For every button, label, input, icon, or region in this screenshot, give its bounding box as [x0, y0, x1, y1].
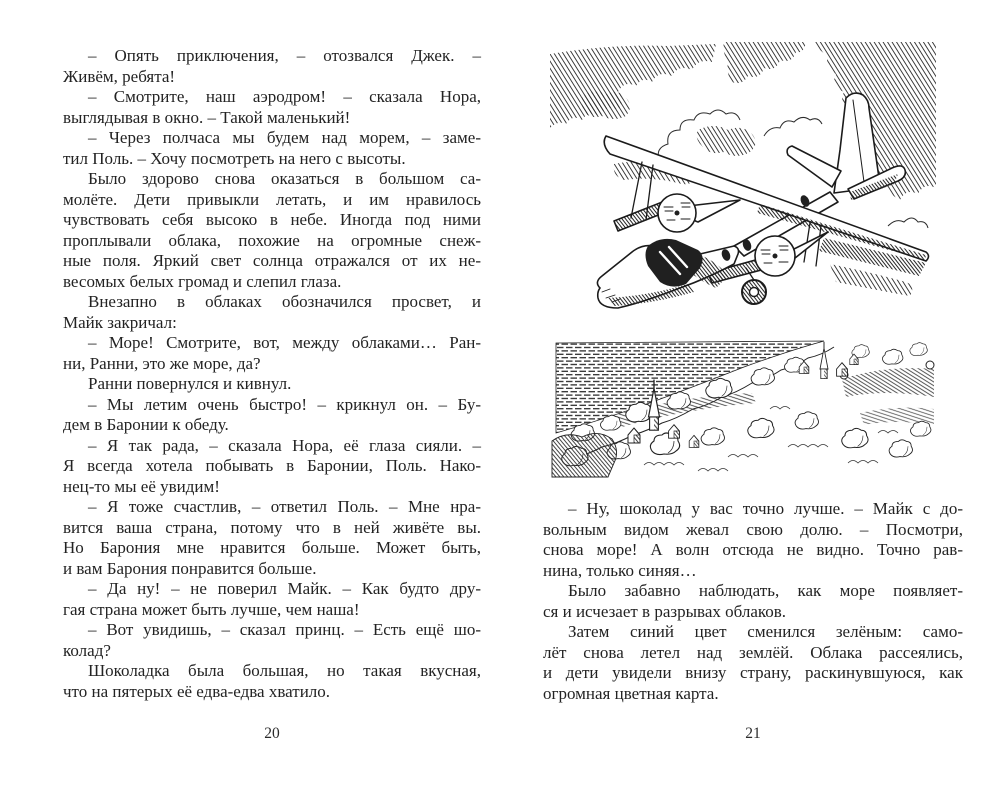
text-line: Я всегда хотела побывать в Баронии, Поль. Нако-	[63, 456, 481, 475]
text-line: Затем синий цвет сменился зелёным: само-	[568, 622, 963, 641]
text-line: лёт снова летел над землёй. Облака рассеялись,	[543, 642, 963, 662]
text-line: – Вот увидишь, – сказал принц. – Есть ещё шо-	[88, 620, 481, 639]
text-line: вольным видом жевал свою долю. – Посмотри,	[543, 519, 963, 539]
text-line: ни, Ранни, это же море, да?	[63, 353, 261, 373]
illustration-airplane	[548, 40, 938, 328]
text-line: нина, только синяя…	[543, 560, 697, 580]
text-line: огромная цветная карта.	[543, 683, 719, 703]
text-line: – Ну, шоколад у вас точно лучше. – Майк с до-	[568, 499, 963, 518]
text-line: Было здорово снова оказаться в большом са-	[88, 169, 481, 188]
text-line: Ранни повернулся и кивнул.	[88, 374, 292, 393]
text-line: – Море! Смотрите, вот, между облаками… Ран-	[88, 333, 481, 352]
text-line: ся и исчезает в разрывах облаков.	[543, 601, 787, 621]
text-line: и дети увидели внизу страну, раскинувшуюся, как	[543, 663, 963, 682]
landscape-drawing	[548, 339, 938, 480]
text-line: и вам Барония понравится больше.	[63, 558, 317, 578]
illustration-landscape	[548, 339, 938, 480]
text-line: Но Барония мне нравится больше. Может быть,	[63, 538, 481, 557]
text-line: гая страна может быть лучше, чем наша!	[63, 599, 360, 619]
propeller-disc-front	[658, 194, 696, 232]
text-line: чувствовать себя высоко в небе. Иногда под ними	[63, 210, 481, 229]
left-page-text	[63, 46, 481, 702]
text-line: – Опять приключения, – отозвался Джек. –	[88, 46, 481, 65]
text-line: Шоколадка была большая, но такая вкусная,	[88, 661, 481, 680]
text-line: – Я тоже счастлив, – ответил Поль. – Мне нра-	[88, 497, 481, 516]
dark-copse	[552, 433, 617, 477]
airplane-drawing	[548, 40, 938, 328]
left-page-number: 20	[264, 725, 280, 742]
text-line: – Смотрите, наш аэродром! – сказала Нора,	[88, 87, 481, 106]
text-line: Внезапно в облаках обозначился просвет, и	[88, 292, 481, 311]
text-line: вится ваша страна, потому что в ней живёте вы.	[63, 517, 481, 537]
text-line: колад?	[63, 640, 111, 660]
sea	[556, 341, 824, 433]
text-line: – Да ну! – не поверил Майк. – Как будто дру-	[88, 579, 481, 598]
text-line: – Через полчаса мы будем над морем, – заме-	[88, 128, 481, 147]
text-line: Майк закричал:	[63, 312, 177, 332]
text-line: весомых белых громад и слепил глаза.	[63, 271, 342, 291]
propeller-disc-rear	[755, 236, 795, 276]
text-line: проплывали облака, похожие на огромные снеж-	[63, 230, 481, 250]
right-page-number: 21	[745, 725, 761, 742]
text-line: выглядывая в окно. – Такой маленький!	[63, 107, 351, 127]
text-line: – Мы летим очень быстро! – крикнул он. – Бу-	[88, 394, 481, 414]
text-line: что на пятерых её едва-едва хватило.	[63, 681, 331, 701]
text-line: дем в Баронии к обеду.	[63, 415, 229, 434]
text-line: – Я так рада, – сказала Нора, её глаза сияли. –	[88, 435, 481, 455]
text-line: ные поля. Яркий свет солнца отражался от их не-	[63, 251, 481, 270]
text-line: нец-то мы её увидим!	[63, 476, 220, 496]
text-line: тил Поль. – Хочу посмотреть на него с высоты.	[63, 148, 406, 168]
text-line: Живём, ребята!	[63, 66, 176, 86]
text-line: снова море! А волн отсюда не видно. Точно рав-	[543, 540, 963, 559]
text-line: молёте. Дети привыкли летать, и им нравилось	[63, 189, 481, 209]
right-page-text	[543, 499, 963, 704]
text-line: Было забавно наблюдать, как море появляет-	[568, 581, 963, 600]
